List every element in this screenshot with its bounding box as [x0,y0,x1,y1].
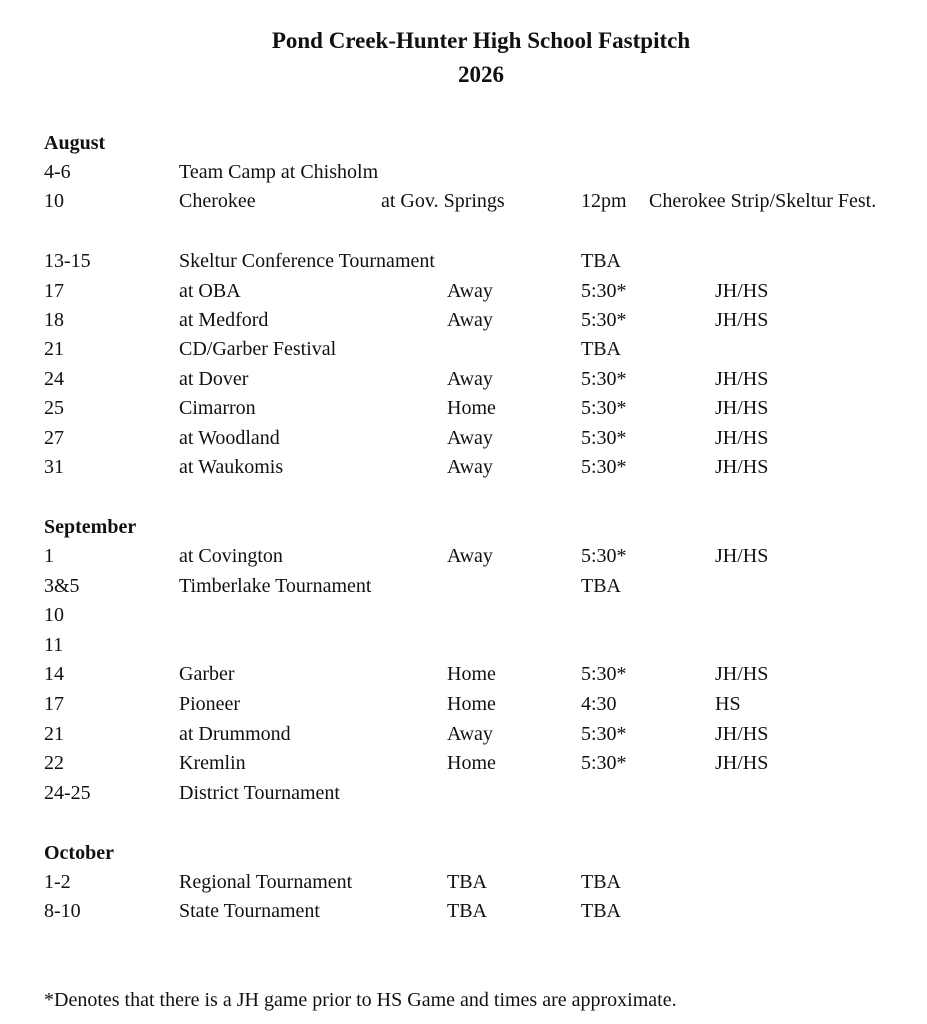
row-event: Team Camp at Chisholm [179,161,379,183]
schedule-row [0,335,927,363]
row-event: District Tournament [179,782,340,804]
row-location: Away [447,545,493,567]
row-event: CD/Garber Festival [179,338,337,360]
schedule-row [0,277,927,305]
row-location: TBA [447,900,487,922]
row-level: JH/HS [715,397,769,419]
schedule-row [0,779,927,807]
row-location: Away [447,309,493,331]
row-event: Cherokee [179,190,256,212]
row-time: 5:30* [581,397,627,419]
schedule-title: Pond Creek-Hunter High School Fastpitch [271,28,691,53]
row-date: 3&5 [44,575,80,597]
row-level: JH/HS [715,752,769,774]
schedule-row [0,453,927,481]
row-location: Away [447,368,493,390]
row-level: Cherokee Strip/Skeltur Fest. [649,190,877,212]
schedule-row [0,424,927,452]
row-event: at Covington [179,545,283,567]
row-date: 17 [44,693,64,715]
row-event: at Medford [179,309,269,331]
schedule-row [0,542,927,570]
row-location: Away [447,427,493,449]
row-time: 5:30* [581,309,627,331]
row-event: Garber [179,663,235,685]
row-event: Pioneer [179,693,241,715]
row-date: 14 [44,663,64,685]
row-date: 24 [44,368,64,390]
schedule-row [0,720,927,748]
row-level: JH/HS [715,309,769,331]
row-date: 24-25 [44,782,91,804]
row-time: TBA [581,871,621,893]
row-event: at Waukomis [179,456,284,478]
row-event: Cimarron [179,397,256,419]
row-date: 10 [44,190,64,212]
row-time: TBA [581,900,621,922]
row-level: JH/HS [715,545,769,567]
row-date: 22 [44,752,64,774]
row-time: 5:30* [581,456,627,478]
schedule-row [0,749,927,777]
row-time: TBA [581,338,621,360]
row-date: 25 [44,397,64,419]
row-date: 1 [44,545,54,567]
row-date: 27 [44,427,64,449]
row-event: State Tournament [179,900,320,922]
row-time: 5:30* [581,280,627,302]
schedule-row [0,247,927,275]
schedule-row [0,868,927,896]
schedule-row [0,660,927,688]
row-date: 10 [44,604,64,626]
row-time: 5:30* [581,368,627,390]
row-location: TBA [447,871,487,893]
row-level: JH/HS [715,427,769,449]
schedule-row [0,187,927,215]
row-time: 5:30* [581,663,627,685]
row-location: Away [447,723,493,745]
row-level: JH/HS [715,456,769,478]
row-time: TBA [581,575,621,597]
section-heading-september: September [44,516,137,538]
row-date: 31 [44,456,64,478]
schedule-row [0,306,927,334]
schedule-row [0,365,927,393]
row-event: Timberlake Tournament [179,575,372,597]
row-time: 5:30* [581,427,627,449]
schedule-row [0,897,927,925]
row-location: Home [447,752,496,774]
row-location: Away [447,456,493,478]
schedule-row [0,394,927,422]
row-date: 1-2 [44,871,71,893]
row-time: 5:30* [581,723,627,745]
row-time: 4:30 [581,693,617,715]
section-heading-august: August [44,132,106,154]
row-event: Regional Tournament [179,871,353,893]
row-time: 12pm [581,190,627,212]
row-event: Skeltur Conference Tournament [179,250,435,272]
row-date: 8-10 [44,900,81,922]
row-location: Home [447,397,496,419]
schedule-row [0,572,927,600]
row-event: at OBA [179,280,241,302]
row-event: at Dover [179,368,249,390]
row-date: 17 [44,280,64,302]
row-location: Away [447,280,493,302]
row-time: 5:30* [581,545,627,567]
schedule-row [0,158,927,186]
schedule-row [0,601,927,629]
row-location: Home [447,693,496,715]
row-date: 11 [44,634,64,656]
row-event: at Woodland [179,427,280,449]
schedule-row [0,690,927,718]
row-level: HS [715,693,741,715]
row-date: 21 [44,723,64,745]
row-level: JH/HS [715,280,769,302]
row-date: 18 [44,309,64,331]
row-level: JH/HS [715,368,769,390]
row-event: Kremlin [179,752,246,774]
section-heading-october: October [44,842,114,864]
footnote: *Denotes that there is a JH game prior to HS Game and times are approximate. [44,989,677,1011]
row-date: 21 [44,338,64,360]
row-time: 5:30* [581,752,627,774]
row-level: JH/HS [715,723,769,745]
row-level: JH/HS [715,663,769,685]
row-date: 13-15 [44,250,91,272]
row-date: 4-6 [44,161,71,183]
schedule-year: 2026 [458,62,504,87]
row-time: TBA [581,250,621,272]
row-event: at Drummond [179,723,291,745]
row-location: at Gov. Springs [381,190,505,212]
schedule-row [0,631,927,659]
row-location: Home [447,663,496,685]
